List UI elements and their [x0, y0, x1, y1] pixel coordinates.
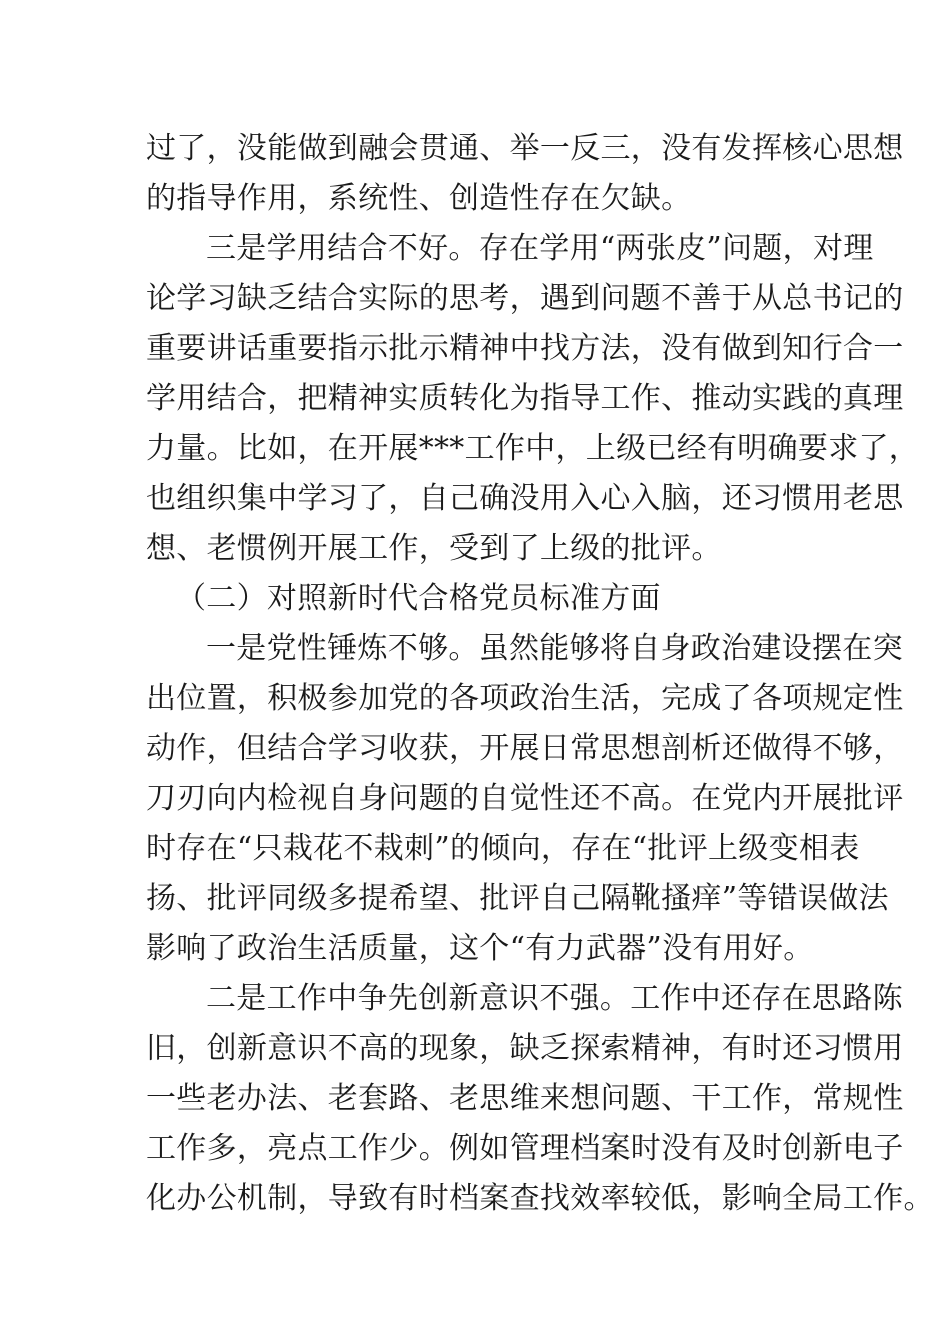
text-line: 重要讲话重要指示批示精神中找方法，没有做到知行合一: [146, 331, 904, 366]
text-line: 化办公机制，导致有时档案查找效率较低，影响全局工作。: [146, 1181, 934, 1216]
text-line: 出位置，积极参加党的各项政治生活，完成了各项规定性: [146, 681, 904, 716]
text-line: 想、老惯例开展工作，受到了上级的批评。: [146, 531, 722, 566]
text-line: 学用结合，把精神实质转化为指导工作、推动实践的真理: [146, 381, 904, 416]
paragraph-start-line: 三是学用结合不好。存在学用“两张皮”问题，对理: [206, 231, 874, 266]
section-heading: （二）对照新时代合格党员标准方面: [176, 581, 661, 616]
paragraph-start-line: 二是工作中争先创新意识不强。工作中还存在思路陈: [206, 981, 903, 1016]
text-line: 也组织集中学习了，自己确没用入心入脑，还习惯用老思: [146, 481, 904, 516]
text-line: 一些老办法、老套路、老思维来想问题、干工作，常规性: [146, 1081, 904, 1116]
text-line: 动作，但结合学习收获，开展日常思想剖析还做得不够，: [146, 731, 904, 766]
document-body: [146, 124, 934, 1224]
text-line: 的指导作用，系统性、创造性存在欠缺。: [146, 181, 692, 216]
text-line: 影响了政治生活质量，这个“有力武器”没有用好。: [146, 931, 814, 966]
text-line: 扬、批评同级多提希望、批评自己隔靴搔痒”等错误做法: [146, 881, 889, 916]
text-line: 力量。比如，在开展***工作中，上级已经有明确要求了，: [146, 431, 920, 466]
text-line: 时存在“只栽花不栽刺”的倾向，存在“批评上级变相表: [146, 831, 860, 866]
paragraph-start-line: 一是党性锤炼不够。虽然能够将自身政治建设摆在突: [206, 631, 903, 666]
text-line: 过了，没能做到融会贯通、举一反三，没有发挥核心思想: [146, 131, 904, 166]
text-line: 刀刃向内检视自身问题的自觉性还不高。在党内开展批评: [146, 781, 904, 816]
text-line: 工作多，亮点工作少。例如管理档案时没有及时创新电子: [146, 1131, 904, 1166]
text-line: 旧，创新意识不高的现象，缺乏探索精神，有时还习惯用: [146, 1031, 904, 1066]
text-line: 论学习缺乏结合实际的思考，遇到问题不善于从总书记的: [146, 281, 904, 316]
